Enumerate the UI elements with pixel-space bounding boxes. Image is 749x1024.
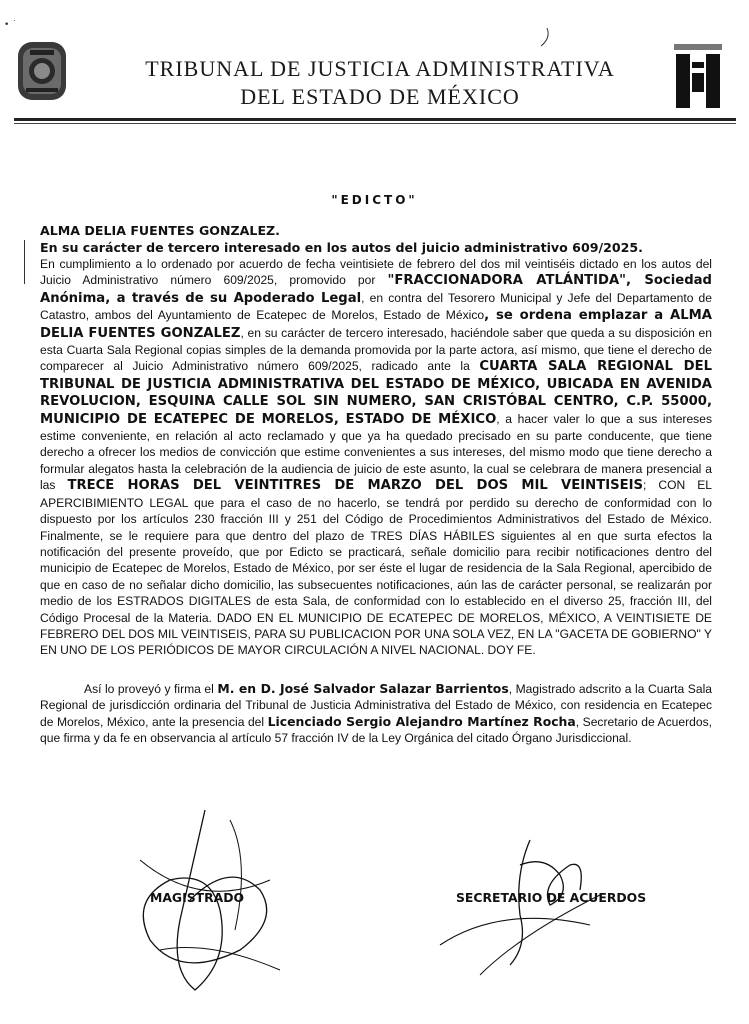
state-seal-logo [14,38,70,104]
text-segment: , a hacer valer lo que a sus intereses estime conveniente, en relación al acto reclamado y que ya ha quedado precisado en su parte conducente, que tiene derecho a ofrecer los medios de convicción que estime convenientes a sus intereses, del mismo modo que tiene derecho a formular alegatos hasta la celebración de la audiencia de juicio de este asunto, la cual se celebrara de manera presencial a las [40,411,713,493]
text-segment: , Magistrado adscrito a la Cuarta Sala Regional de jurisdicción ordinaria del Tribunal de Justicia Administrativa del Estado de México, con residencia en Ecatepec de Morelos, México, ante la presencia del [40,681,712,729]
pen-mark [537,26,553,50]
secretary-name: Licenciado Sergio Alejandro Martínez Rocha [267,713,576,729]
tribunal-title-line1: TRIBUNAL DE JUSTICIA ADMINISTRATIVA [145,56,615,81]
paragraph-signature [40,681,712,747]
text-segment: ; CON EL APERCIBIMIENTO LEGAL que para el caso de no hacerlo, se tendrá por perdido su derecho de conformidad con lo dispuesto por los artículos 230 fracción III y 251 del Código de Procedimientos Administrativos del Estado de México. Finalmente, se le requiere para que dentro del plazo de TRES DÍAS HÁBILES siguientes al en que surta efectos la notificación del presente proveído, que por Edicto se practicará, señale domicilio para recibir notificaciones dentro del municipio de Ecatepec de Morelos, Estado de México, por ser éste el lugar de residencia de la Sala Regional, apercibido de que en caso de no señalar dicho domicilio, las subsecuentes notificaciones, aún las de carácter personal, se realizarán por medio de los ESTRADOS DIGITALES de esta Sala, de conformidad con lo establecido en el diverso 25, fracción III, del Código Procesal de la Materia. DADO EN EL MUNICIPIO DE ECATEPEC DE MORELOS, MÉXICO, A VEINTISIETE DE FEBRERO DEL DOS MIL VEINTISEIS, PARA SU PUBLICACION POR UNA SOLA VEZ, EN LA "GACETA DE GOBIERNO" Y EN UNO DE LOS PERIÓDICOS DE MAYOR CIRCULACIÓN A NIVEL NACIONAL. DOY FE. [40,478,713,658]
text-segment: En cumplimiento a lo ordenado por acuerdo de fecha veintisiete de febrero del dos mil veintiséis dictado en los autos del Juicio Administrativo número 609/2025, promovido por [40,257,712,288]
document-body [40,222,712,746]
summons-order: , se ordena emplazar a ALMA DELIA FUENTES GONZALEZ [40,308,712,341]
text-segment: Así lo proveyó y firma el [84,681,218,696]
secretary-signature [420,835,620,985]
tribunal-logo [672,42,724,112]
text-segment: , en contra del Tesorero Municipal y Jefe del Departamento de Catastro, ambos del Ayuntamiento de Ecatepec de Morelos, Estado de México [40,290,712,323]
magistrate-label: MAGISTRADO [150,890,245,905]
court-address: CUARTA SALA REGIONAL DEL TRIBUNAL DE JUSTICIA ADMINISTRATIVA DEL ESTADO DE MÉXICO, UBICADA EN AVENIDA REVOLUCION, ESQUINA CALLE SOL SIN NUMERO, SAN CRISTÓBAL CENTRO, C.P. 55000, MUNICIPIO DE ECATEPEC DE MORELOS, ESTADO DE MÉXICO [40,359,712,427]
margin-line [24,240,25,284]
text-segment: , Secretario de Acuerdos, que firma y da fe en observancia al artículo 57 fracción IV de la Ley Orgánica del citado Órgano Jurisdiccional. [40,714,712,745]
edicto-title: "EDICTO" [331,193,418,207]
header-divider-thin [14,123,736,124]
magistrate-name: M. en D. José Salvador Salazar Barrientos [217,680,509,696]
header-divider-thick [14,118,736,121]
paragraph-notice [40,256,712,659]
text-segment: , en su carácter de tercero interesado, haciéndole saber que queda a su disposición en esta Cuarta Sala Regional copias simples de la demanda promovida por la parte actora, así mismo, que tiene el derecho de comparecer al Juicio Administrativo número 609/2025, radicado ante la [40,325,712,374]
addressee: ALMA DELIA FUENTES GONZALEZ. [40,223,280,238]
plaintiff-name: "FRACCIONADORA ATLÁNTIDA", Sociedad Anónima, a través de su Apoderado Legal [40,273,712,306]
hearing-date: TRECE HORAS DEL VEINTITRES DE MARZO DEL DOS MIL VEINTISEIS [67,478,644,494]
corner-mark: • ˙ [4,20,17,30]
subject-line: En su carácter de tercero interesado en los autos del juicio administrativo 609/2025. [40,240,643,255]
tribunal-title-line2: DEL ESTADO DE MÉXICO [240,84,520,109]
secretary-label: SECRETARIO DE ACUERDOS [456,890,647,905]
